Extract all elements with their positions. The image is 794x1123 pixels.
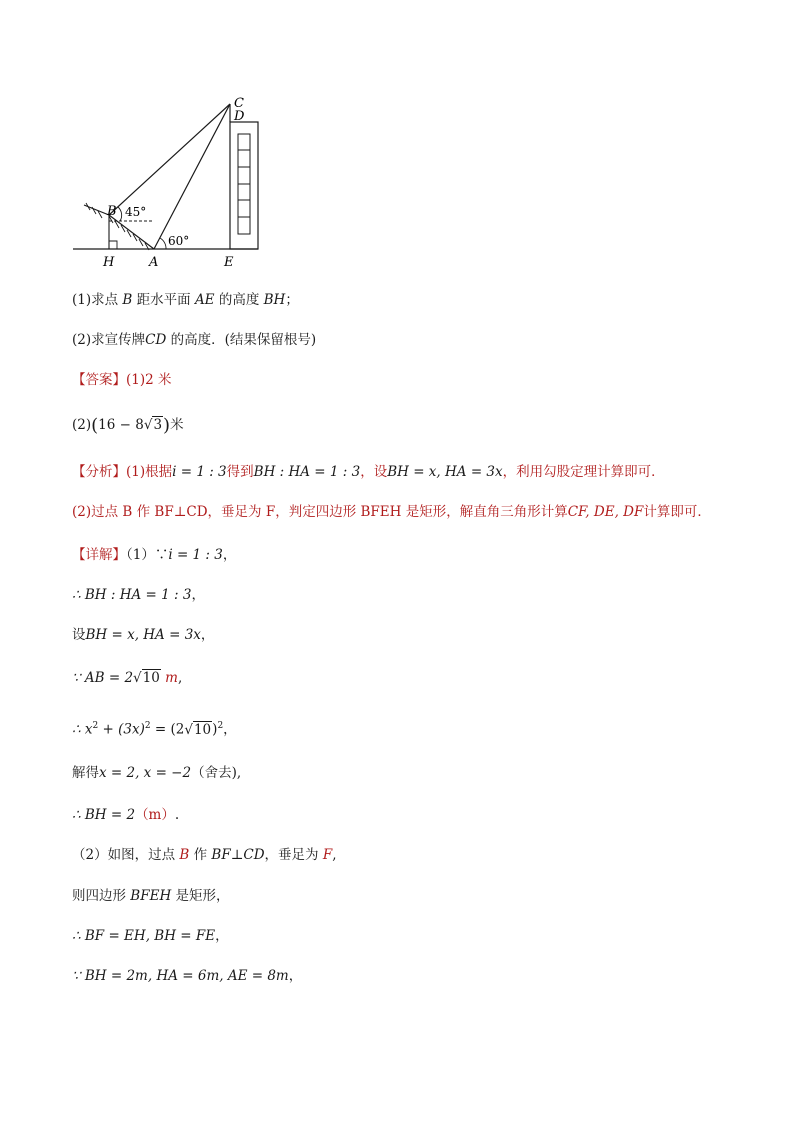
label-h: H bbox=[103, 255, 115, 270]
label-e: E bbox=[224, 255, 234, 270]
label-c: C bbox=[234, 96, 244, 111]
detail-tag: 【详解】 bbox=[72, 547, 126, 563]
detail-line-6: 解得x = 2, x = −2（舍去), bbox=[72, 765, 242, 781]
label-b: B bbox=[107, 204, 117, 219]
analysis-line-2: (2)过点 B 作 BF⊥CD，垂足为 F，判定四边形 BFEH 是矩形，解直角三角形计算CF, DE, DF计算即可． bbox=[72, 504, 711, 520]
segment-ac bbox=[154, 104, 230, 249]
detail-line-9: 则四边形 BFEH 是矩形， bbox=[72, 888, 230, 904]
answer-tag: 【答案】 bbox=[72, 372, 126, 388]
analysis-tag: 【分析】 bbox=[72, 464, 126, 480]
detail-line-11: ∵ BH = 2m, HA = 6m, AE = 8m， bbox=[72, 968, 303, 984]
detail-line-1: 【详解】（1）∵i = 1 : 3， bbox=[72, 547, 237, 563]
label-angle-a: 60° bbox=[168, 234, 190, 248]
question-1: (1)求点 B 距水平面 AE 的高度 BH； bbox=[72, 292, 299, 308]
analysis-line-1: 【分析】(1)根据i = 1 : 3得到BH : HA = 1 : 3，设BH = x, HA = 3x，利用勾股定理计算即可． bbox=[72, 464, 665, 480]
question-2: (2)求宣传牌CD 的高度．(结果保留根号) bbox=[72, 332, 317, 348]
answer-line-2: (2)(16 − 8√3)米 bbox=[72, 415, 184, 436]
detail-line-4: ∵ AB = 2√10 m, bbox=[72, 670, 183, 686]
angle-arc-b bbox=[118, 207, 122, 221]
detail-line-7: ∴ BH = 2（m）. bbox=[72, 807, 180, 823]
label-angle-b: 45° bbox=[125, 205, 147, 219]
angle-arc-a bbox=[160, 238, 166, 249]
geometry-figure bbox=[68, 92, 278, 272]
ladder-rungs bbox=[238, 134, 250, 234]
right-angle-mark bbox=[109, 241, 117, 249]
detail-line-3: 设BH = x, HA = 3x， bbox=[72, 627, 215, 643]
label-a: A bbox=[149, 255, 159, 270]
detail-line-10: ∴ BF = EH, BH = FE， bbox=[72, 928, 229, 944]
detail-line-5: ∴ $x^2 + (3x)^2 = (2√10)^2$， bbox=[72, 721, 237, 738]
segment-bc bbox=[109, 104, 230, 215]
billboard bbox=[230, 122, 258, 249]
answer-line-1: 【答案】(1)2 米 bbox=[72, 372, 172, 388]
slope-ab bbox=[109, 215, 154, 249]
detail-line-2: ∴ BH : HA = 1 : 3， bbox=[72, 587, 205, 603]
detail-line-8: （2）如图，过点 B 作 BF⊥CD，垂足为 F, bbox=[72, 847, 337, 863]
label-d: D bbox=[234, 109, 245, 124]
